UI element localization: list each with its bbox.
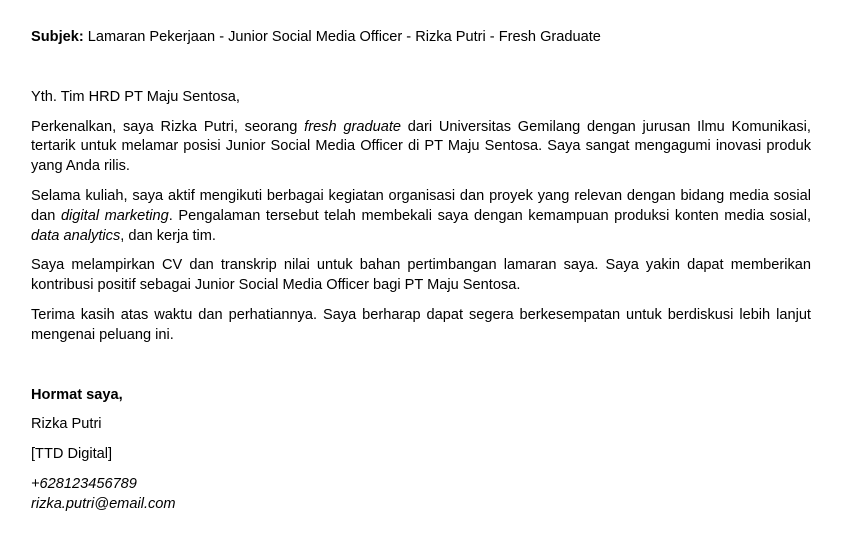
subject-line <box>31 28 811 48</box>
paragraph-experience <box>31 187 811 246</box>
signature-placeholder: [TTD Digital] <box>31 446 113 463</box>
paragraph-attachments: Saya melampirkan CV dan transkrip nilai untuk bahan pertimbangan lamaran saya. Saya yakin dapat memberikan kontribusi positif sebagai Junior Social Media Officer bagi PT Maju Sentosa. <box>31 257 811 294</box>
paragraph-introduction <box>31 118 811 177</box>
emphasis-text: digital marketing <box>60 207 169 224</box>
paragraph-closing: Terima kasih atas waktu dan perhatiannya. Saya berharap dapat segera berkesempatan untuk berdiskusi lebih lanjut mengenai peluang ini. <box>31 306 811 343</box>
emphasis-text: fresh graduate <box>304 118 401 135</box>
paragraph-text: Perkenalkan, saya Rizka Putri, seorang <box>31 118 305 135</box>
signature-name: Rizka Putri <box>31 416 102 433</box>
paragraph-text: . Pengalaman tersebut telah membekali saya dengan kemampuan produksi konten media sosial, <box>168 207 812 224</box>
contact-email: rizka.putri@email.com <box>31 495 176 512</box>
contact-info <box>31 475 811 515</box>
paragraph-text: Selama kuliah, saya aktif mengikuti berbagai kegiatan organisasi dan proyek yang relevan dengan bidang media sosial dan <box>31 187 811 224</box>
closing-salutation: Hormat saya, <box>31 386 123 403</box>
subject-label: Subjek: <box>31 29 84 45</box>
greeting: Yth. Tim HRD PT Maju Sentosa, <box>31 88 240 105</box>
paragraph-text: , dan kerja tim. <box>120 227 216 244</box>
cover-letter-document <box>31 28 811 515</box>
paragraph-text: dari Universitas Gemilang dengan jurusan Ilmu Komunikasi, tertarik untuk melamar posisi Junior Social Media Officer di PT Maju Sentosa. Saya sangat mengagumi inovasi produk yang Anda rilis. <box>31 118 811 175</box>
emphasis-text: data analytics <box>31 227 121 244</box>
contact-phone: +628123456789 <box>31 475 137 492</box>
subject-text: Lamaran Pekerjaan - Junior Social Media Officer - Rizka Putri - Fresh Graduate <box>83 29 601 45</box>
